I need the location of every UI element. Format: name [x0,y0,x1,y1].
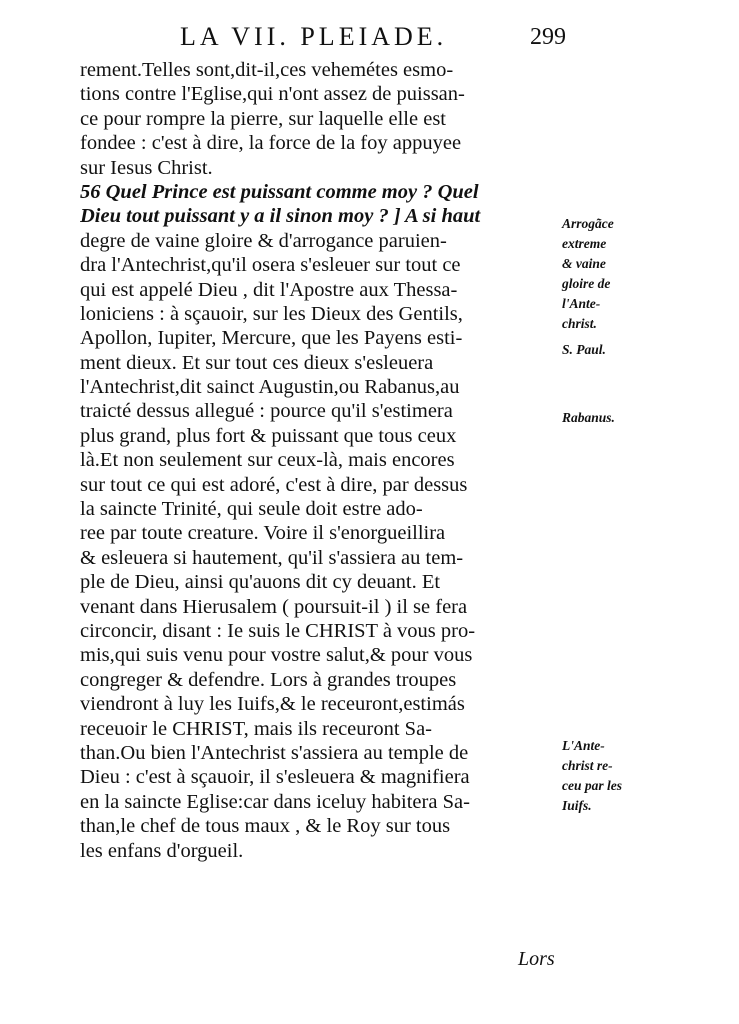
margin-note-rabanus: Rabanus. [562,410,615,425]
text-line: la saincte Trinité, qui seule doit estre ado- [80,498,423,521]
text-line: là.Et non seulement sur ceux-là, mais encores [80,449,455,472]
text-line: sur Iesus Christ. [80,156,213,179]
text-line: ce pour rompre la pierre, sur laquelle elle est [80,107,446,130]
text-line: qui est appelé Dieu , dit l'Apostre aux Thessa- [80,278,458,301]
text-line: rement.Telles sont,dit-il,ces vehemétes esmo- [80,59,454,81]
verse-quote-line: Dieu tout puissant y a il sinon moy ? ] A si haut [80,205,481,228]
text-line: than,le chef de tous maux , & le Roy sur tous [80,815,451,838]
text-line: dra l'Antechrist,qu'il osera s'esleuer sur tout ce [80,254,461,277]
text-line: les enfans d'orgueil. [80,839,244,862]
text-line: fondee : c'est à dire, la force de la foy appuyee [80,132,462,155]
text-line: viendront à luy les Iuifs,& le receuront,estimás [80,693,465,716]
text-line: congreger & defendre. Lors à grandes troupes [80,668,457,691]
text-line: tions contre l'Eglise,qui n'ont assez de puissan- [80,83,465,106]
catchword: Lors [518,948,555,970]
text-line: circoncir, disant : Ie suis le CHRIST à vous pro- [80,619,476,642]
text-line: mis,qui suis venu pour vostre salut,& pour vous [80,644,473,667]
page-header [80,22,570,56]
margin-note-paul: S. Paul. [562,342,606,357]
text-line: ree par toute creature. Voire il s'enorgueillira [80,522,446,545]
running-title: LA VII. PLEIADE. [180,22,448,51]
text-line: ment dieux. Et sur tout ces dieux s'esleuera [80,351,434,374]
text-line: receuoir le CHRIST, mais ils receuront Sa- [80,717,433,740]
text-line: traicté dessus allegué : pource qu'il s'estimera [80,400,453,423]
text-line: degre de vaine gloire & d'arrogance paruien- [80,229,447,252]
text-line: ple de Dieu, ainsi qu'auons dit cy deuant. Et [80,571,441,594]
margin-note-juifs: L'Ante- christ re- ceu par les Iuifs. [562,738,622,813]
text-line: & esleuera si hautement, qu'il s'assiera au tem- [80,546,464,569]
page-number: 299 [530,24,566,50]
text-line: venant dans Hierusalem ( poursuit-il ) il se fera [80,595,468,618]
text-line: Dieu : c'est à sçauoir, il s'esleuera & magnifiera [80,766,470,789]
text-line: plus grand, plus fort & puissant que tous ceux [80,424,457,447]
text-line: l'Antechrist,dit sainct Augustin,ou Rabanus,au [80,376,460,399]
verse-quote-line: 56 Quel Prince est puissant comme moy ? Quel [80,180,479,203]
margin-note-arrogance: Arrogãce extreme & vaine gloire de l'Ante- christ. [562,216,614,331]
text-line: loniciens : à sçauoir, sur les Dieux des Gentils, [80,302,463,325]
text-line: Apollon, Iupiter, Mercure, que les Payens esti- [80,327,463,350]
text-line: sur tout ce qui est adoré, c'est à dire, par dessus [80,473,468,496]
text-line: en la saincte Eglise:car dans iceluy habitera Sa- [80,790,470,813]
text-line: than.Ou bien l'Antechrist s'assiera au temple de [80,741,469,764]
main-text-block [80,58,566,863]
